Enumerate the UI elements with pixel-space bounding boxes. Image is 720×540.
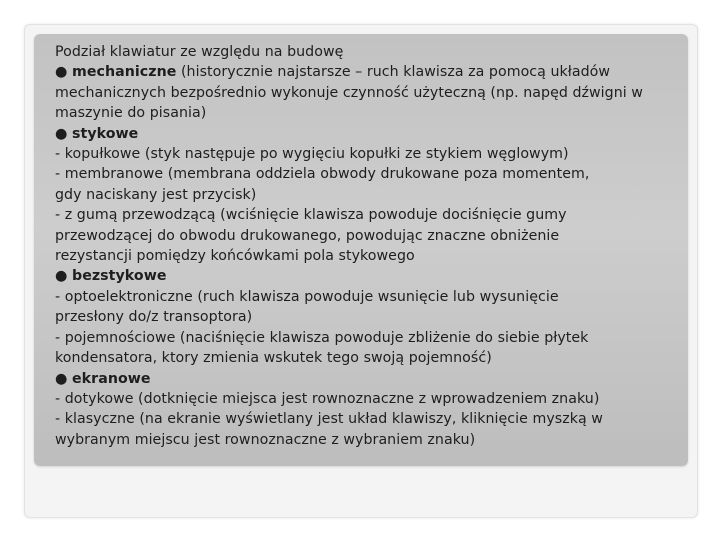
ekranowe-item: - klasyczne (na ekranie wyświetlany jest układ klawiszy, kliknięcie myszką w [55,411,603,428]
stykowe-item: - z gumą przewodzącą (wciśnięcie klawisza powoduje dociśnięcie gumy [55,207,567,224]
bezstykowe-title: bezstykowe [72,268,167,285]
bezstykowe-item: - pojemnościowe (naciśnięcie klawisza powoduje zbliżenie do siebie płytek [55,329,589,346]
bullet-icon: ● [55,125,68,142]
stykowe-item: - kopułkowe (styk następuje po wygięciu kopułki ze stykiem węglowym) [55,146,569,163]
stykowe-title: stykowe [72,125,139,142]
mechaniczne-desc-line: (historycznie najstarsze – ruch klawisza za pomocą układów [176,64,611,81]
stykowe-item: gdy naciskany jest przycisk) [55,186,257,203]
bullet-mechaniczne [55,62,685,82]
bullet-icon: ● [55,268,68,285]
heading: Podział klawiatur ze względu na budowę [55,44,344,60]
bullet-icon: ● [55,370,68,387]
mechaniczne-title: mechaniczne [72,64,177,81]
bullet-bezstykowe [55,266,685,286]
mechaniczne-desc-line: maszynie do pisania) [55,105,207,122]
stykowe-item: rezystancji pomiędzy końcówkami pola stykowego [55,248,415,265]
bullet-stykowe [55,124,685,144]
ekranowe-title: ekranowe [72,370,151,387]
mechaniczne-desc-line: mechanicznych bezpośrednio wykonuje czynność użyteczną (np. napęd dźwigni w [55,84,643,101]
bullet-ekranowe [55,369,685,389]
ekranowe-item: - dotykowe (dotknięcie miejsca jest rownoznaczne z wprowadzeniem znaku) [55,390,600,407]
ekranowe-item: wybranym miejscu jest rownoznaczne z wybraniem znaku) [55,431,476,448]
stykowe-item: - membranowe (membrana oddziela obwody drukowane poza momentem, [55,166,590,183]
text-content [55,42,685,450]
bullet-icon: ● [55,64,68,81]
bezstykowe-item: - optoelektroniczne (ruch klawisza powoduje wsunięcie lub wysunięcie [55,288,559,305]
bezstykowe-item: przesłony do/z transoptora) [55,309,253,326]
stykowe-item: przewodzącej do obwodu drukowanego, powodując znaczne obniżenie [55,227,560,244]
bezstykowe-item: kondensatora, ktory zmienia wskutek tego swoją pojemność) [55,350,492,367]
